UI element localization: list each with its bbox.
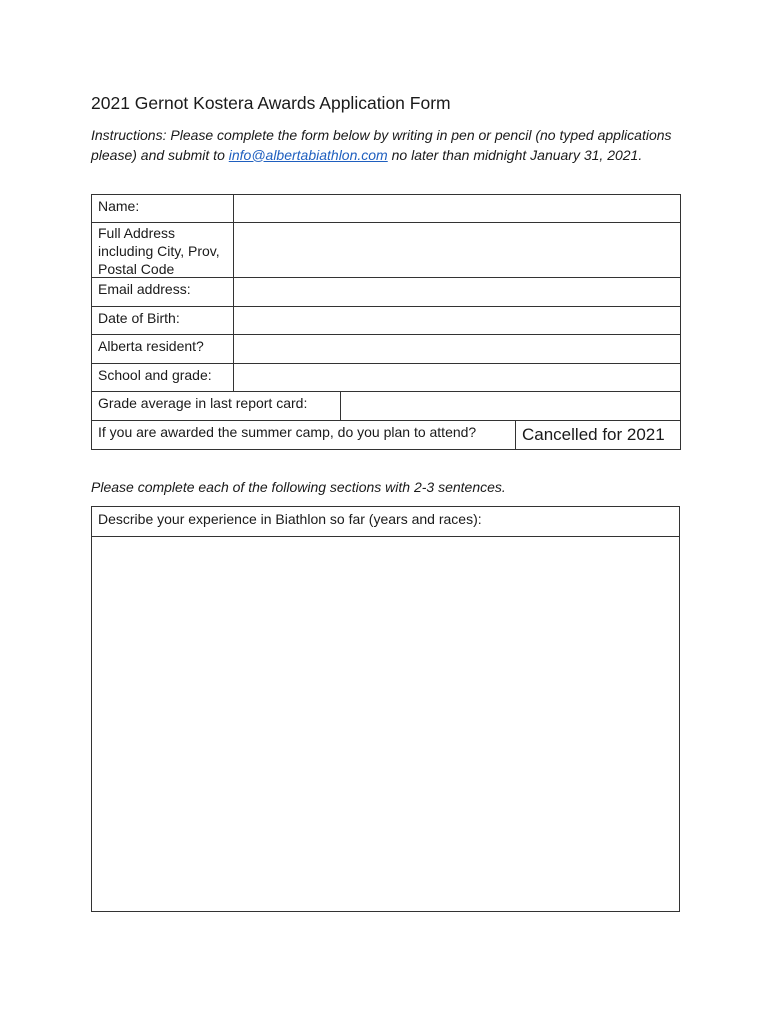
resident-field[interactable] <box>234 335 681 363</box>
instructions-text <box>91 126 691 165</box>
address-field[interactable] <box>234 223 681 277</box>
biathlon-experience-answer[interactable] <box>92 537 679 911</box>
row-email <box>92 278 681 307</box>
grade-average-label: Grade average in last report card: <box>92 392 341 420</box>
dob-label: Date of Birth: <box>92 307 234 334</box>
instructions-before-link: Instructions: Please complete the form below by writing in pen or pencil (no typed applications please) and submit to <box>91 127 672 163</box>
address-label: Full Address including City, Prov, Postal Code <box>92 223 234 277</box>
summer-camp-value: Cancelled for 2021 <box>516 421 681 449</box>
summer-camp-label: If you are awarded the summer camp, do you plan to attend? <box>92 421 516 449</box>
dob-field[interactable] <box>234 307 681 334</box>
email-label: Email address: <box>92 278 234 306</box>
grade-average-field[interactable] <box>341 392 681 420</box>
applicant-info-table <box>91 194 681 450</box>
row-name <box>92 195 681 223</box>
row-resident <box>92 335 681 364</box>
email-field[interactable] <box>234 278 681 306</box>
name-field[interactable] <box>234 195 681 222</box>
school-field[interactable] <box>234 364 681 391</box>
email-link[interactable]: info@albertabiathlon.com <box>228 146 388 163</box>
row-summer-camp <box>92 421 681 450</box>
row-dob <box>92 307 681 335</box>
row-address <box>92 223 681 278</box>
resident-label: Alberta resident? <box>92 335 234 363</box>
sections-instruction: Please complete each of the following sections with 2-3 sentences. <box>91 479 506 495</box>
name-label: Name: <box>92 195 234 222</box>
instructions-after-link: no later than midnight January 31, 2021. <box>387 146 643 163</box>
biathlon-experience-heading: Describe your experience in Biathlon so far (years and races): <box>92 507 679 537</box>
school-label: School and grade: <box>92 364 234 391</box>
page-title: 2021 Gernot Kostera Awards Application Form <box>91 93 451 113</box>
row-school <box>92 364 681 392</box>
row-grade-average <box>92 392 681 421</box>
biathlon-experience-section <box>91 506 680 912</box>
